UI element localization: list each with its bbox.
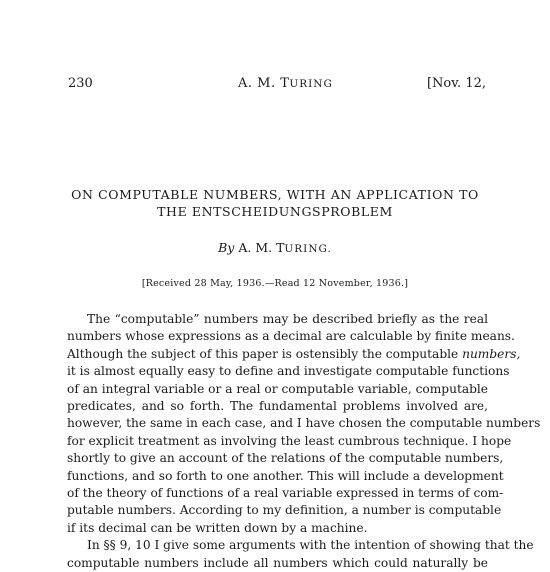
body-text (67, 311, 541, 572)
running-head-author-rest: URING (289, 78, 333, 90)
body-line: of the theory of functions of a real variable expressed in terms of com- (67, 486, 504, 501)
body-line: if its decimal can be written down by a machine. (67, 520, 368, 535)
body-line-text: Although the subject of this paper is ostensibly the computable (67, 346, 463, 361)
paper-title-line-2: THE ENTSCHEIDUNGSPROBLEM (157, 204, 393, 219)
body-line: putable numbers. According to my definition, a number is computable (67, 503, 502, 518)
body-line: of an integral variable or a real or computable variable, computable (67, 381, 489, 396)
paper-title-line-1: ON COMPUTABLE NUMBERS, WITH AN APPLICATION TO (71, 187, 479, 202)
body-line: numbers whose expressions as a decimal are calculable by finite means. (67, 329, 515, 344)
emphasis-numbers: numbers, (462, 346, 521, 361)
body-line: In §§ 9, 10 I give some arguments with the intention of showing that the (87, 538, 534, 553)
running-head-author-initials: A. M. T (238, 76, 290, 91)
byline-author-initials: A. M. T (238, 240, 285, 255)
paper-title (40, 186, 510, 220)
running-head-date: [Nov. 12, (426, 76, 486, 91)
body-line (67, 346, 521, 363)
body-line: functions, and so forth to one another. This will include a development (67, 468, 504, 483)
byline-author (238, 240, 332, 255)
body-line: The “computable” numbers may be described briefly as the real (87, 312, 488, 326)
received-note: [Received 28 May, 1936.—Read 12 November, 1936.] (141, 278, 409, 289)
body-line: computable numbers include all numbers which could naturally be (67, 555, 488, 570)
byline-author-rest: URING. (284, 243, 332, 255)
body-line: for explicit treatment as involving the least cumbrous technique. I hope (67, 433, 512, 448)
body-line: shortly to give an account of the relations of the computable numbers, (67, 451, 504, 466)
byline-by: By (218, 240, 235, 255)
page-number: 230 (68, 76, 93, 91)
body-line: predicates, and so forth. The fundamental problems involved are, (67, 399, 488, 414)
body-line: it is almost equally easy to define and investigate computable functions (67, 364, 510, 379)
body-line: however, the same in each case, and I have chosen the computable numbers (67, 416, 541, 431)
byline (0, 240, 550, 255)
running-head-author (238, 76, 333, 91)
running-head (68, 76, 486, 94)
